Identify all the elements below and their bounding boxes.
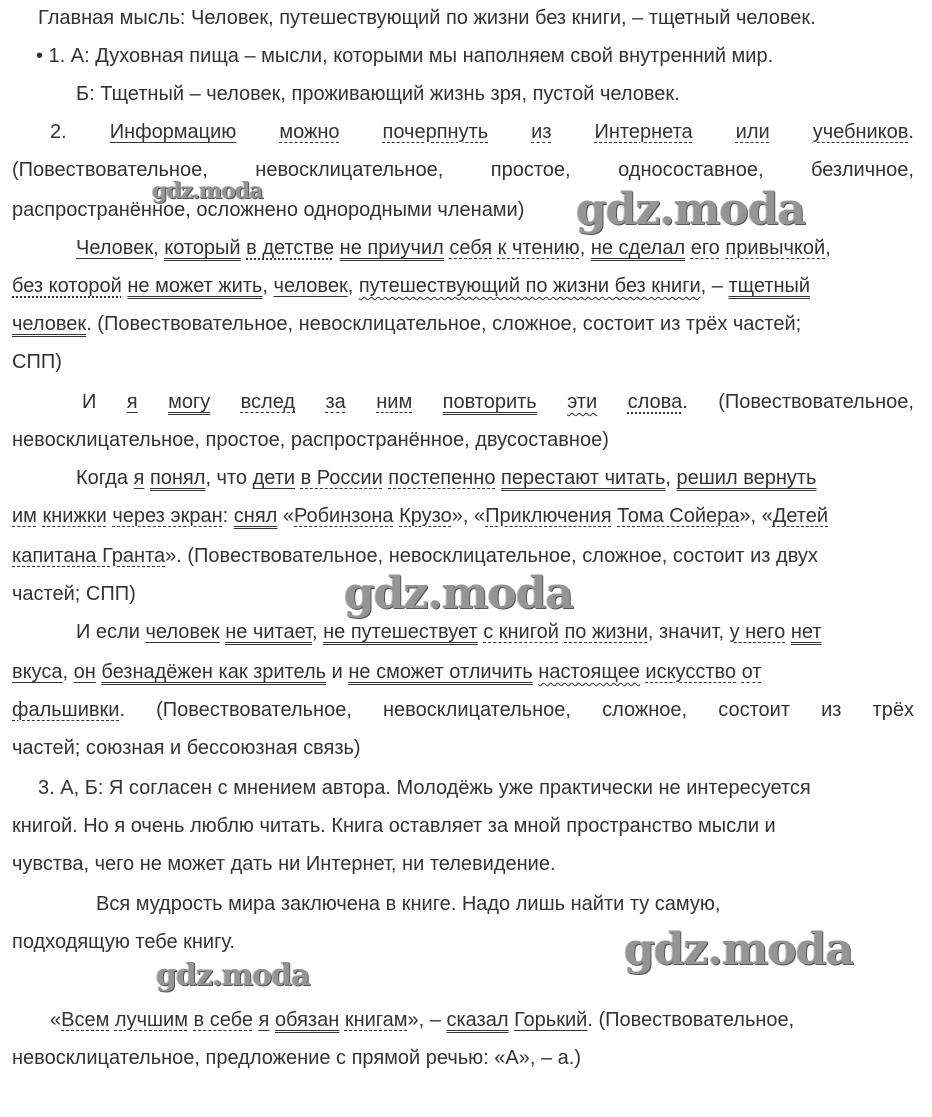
- s5-word: с книгой: [483, 621, 559, 643]
- s5-word: от: [741, 661, 762, 683]
- s4-word: решил вернуть: [676, 467, 817, 489]
- s5-text: и: [326, 661, 349, 683]
- s4-word: я: [133, 467, 145, 489]
- s5-word: нет: [790, 621, 822, 643]
- s2-word: человек: [12, 313, 87, 335]
- s5-word: он: [73, 661, 96, 683]
- s5-line1: [76, 620, 914, 644]
- s3-word: И: [82, 391, 97, 413]
- s3-line1: [82, 390, 914, 414]
- item1-a: • 1. А: Духовная пища – мысли, которыми мы наполняем свой внутренний мир.: [36, 45, 774, 67]
- s4-word: постепенно: [388, 467, 496, 489]
- s4-word: им: [12, 505, 37, 527]
- s2-word: без которой: [12, 275, 122, 297]
- s6-text: . (Повествовательное,: [587, 1009, 795, 1031]
- s5-word-group: [12, 698, 125, 722]
- s2-word: себя: [449, 237, 493, 259]
- s2-punct: ,: [579, 237, 591, 259]
- s3-period: .: [682, 391, 688, 413]
- s1-number: 2.: [50, 121, 67, 143]
- s5-word: вкуса: [12, 661, 63, 683]
- s1-line2: [12, 158, 914, 182]
- s3-word: я: [126, 391, 138, 413]
- s6-line2: невосклицательное, предложение с прямой речью: «А», – а.): [12, 1047, 582, 1069]
- s4-punct: ,: [665, 467, 677, 489]
- item3-line1: 3. А, Б: Я согласен с мнением автора. Молодёжь уже практически не интересуется: [38, 777, 811, 799]
- item3-line4: Вся мудрость мира заключена в книге. Надо лишь найти ту самую,: [96, 893, 721, 915]
- s1-period: .: [908, 121, 914, 143]
- s4-punct: «: [277, 505, 295, 527]
- s5-char: сложное,: [602, 699, 688, 721]
- watermark-logo: gdz.moda: [624, 924, 854, 975]
- s4-word: через экран: [112, 505, 223, 527]
- s5-punct: ,: [311, 621, 324, 643]
- s6-line1: [50, 1008, 914, 1032]
- s1-word: из: [531, 121, 552, 143]
- s2-punct: , –: [700, 275, 729, 297]
- s5-char: из: [821, 699, 842, 721]
- s3-word: (Повествовательное,: [718, 391, 914, 413]
- s6-punct: «: [50, 1009, 62, 1031]
- s5-text: , значит,: [647, 621, 730, 643]
- item3-line5: подходящую тебе книгу.: [12, 931, 235, 953]
- s5-text: И если: [76, 621, 146, 643]
- s4-word: Детей: [772, 505, 829, 527]
- s3-word: слова: [627, 391, 683, 413]
- s5-line3: [12, 698, 914, 722]
- s2-word: тщетный: [728, 275, 811, 297]
- s2-word: Человек: [76, 237, 154, 259]
- s1-char: невосклицательное,: [255, 159, 444, 181]
- s2-word: путешествующий по жизни без книги: [358, 275, 701, 297]
- s1-char: односоставное,: [618, 159, 764, 181]
- s4-line1: [76, 466, 914, 490]
- s2-punct: ,: [262, 275, 274, 297]
- s1-word-group: [813, 120, 914, 144]
- s4-word: дети: [252, 467, 296, 489]
- s4-line4: частей; СПП): [12, 583, 136, 605]
- item1-b: Б: Тщетный – человек, проживающий жизнь зря, пустой человек.: [76, 83, 680, 105]
- s2-punct: ,: [347, 275, 359, 297]
- s5-word: у него: [729, 621, 786, 643]
- s3-word: повторить: [442, 391, 537, 413]
- s1-char: (Повествовательное,: [12, 159, 208, 181]
- s4-word: книжки: [42, 505, 107, 527]
- s2-word: не сделал: [590, 237, 686, 259]
- s1-word: можно: [279, 121, 340, 143]
- s6-word: книгам: [344, 1009, 408, 1031]
- s5-word: человек: [145, 621, 220, 643]
- s2-line2: [12, 274, 914, 298]
- s2-word: его: [690, 237, 720, 259]
- s3-word: за: [325, 391, 346, 413]
- s4-text: , что: [205, 467, 253, 489]
- s4-word: Приключения: [485, 505, 612, 527]
- s2-line4: СПП): [12, 351, 62, 373]
- s4-line3: [12, 544, 914, 568]
- s1-word: или: [735, 121, 770, 143]
- watermark-logo: gdz.moda: [156, 958, 310, 993]
- s5-word: не путешествует: [323, 621, 478, 643]
- s5-char: невосклицательное,: [383, 699, 571, 721]
- s2-line3: [12, 312, 914, 336]
- s6-word: в себе: [193, 1009, 253, 1031]
- s6-word: лучшим: [114, 1009, 188, 1031]
- s6-punct: », –: [407, 1009, 447, 1031]
- s3-word: вслед: [240, 391, 296, 413]
- item3-line3: чувства, чего не может дать ни Интернет, ни телевидение.: [12, 853, 556, 875]
- s4-line2: [12, 504, 914, 528]
- s2-word: к чтению: [497, 237, 580, 259]
- s5-word: фальшивки: [12, 699, 120, 721]
- watermark-logo: gdz.moda: [344, 568, 574, 619]
- s2-word: не приучил: [339, 237, 444, 259]
- s5-punct: ,: [62, 661, 74, 683]
- s3-word: ним: [376, 391, 413, 413]
- s4-punct: », «: [451, 505, 486, 527]
- s1-line3: распространённое, осложнено однородными членами): [12, 199, 525, 221]
- s2-segment: [76, 236, 831, 260]
- s1-char: безличное,: [811, 159, 914, 181]
- s4-word: в России: [300, 467, 383, 489]
- s5-char: (Повествовательное,: [156, 699, 352, 721]
- s2-punct: ,: [153, 237, 165, 259]
- s4-word: перестают читать: [501, 467, 666, 489]
- watermark-logo: gdz.moda: [576, 184, 806, 235]
- s1-word: Интернета: [594, 121, 693, 143]
- s6-word: обязан: [274, 1009, 340, 1031]
- s1-word: Информацию: [109, 121, 237, 143]
- s3-word-group: [628, 390, 688, 414]
- s5-line4: частей; союзная и бессоюзная связь): [12, 737, 361, 759]
- s6-word: Всем: [61, 1009, 110, 1031]
- s2-text: . (Повествовательное, невосклицательное, сложное, состоит из трёх частей;: [86, 313, 802, 335]
- s5-char: состоит: [718, 699, 790, 721]
- s4-punct: », «: [739, 505, 773, 527]
- s4-word: Крузо: [399, 505, 452, 527]
- s4-text: ». (Повествовательное, невосклицательное, сложное, состоит из двух: [165, 545, 818, 567]
- s2-word: который: [164, 237, 241, 259]
- s5-word: не читает: [225, 621, 312, 643]
- s5-line2: [12, 660, 914, 684]
- s6-word: сказал: [446, 1009, 509, 1031]
- s1-char: простое,: [490, 159, 571, 181]
- s4-word: снял: [233, 505, 278, 527]
- s2-word: в детстве: [246, 237, 335, 259]
- watermark-logo: gdz.moda: [152, 178, 263, 204]
- s5-char: трёх: [872, 699, 914, 721]
- s3-word: эти: [567, 391, 598, 413]
- s4-punct: :: [222, 505, 234, 527]
- s5-word: безнадёжен как зритель: [101, 661, 327, 683]
- s2-word: не может жить: [127, 275, 263, 297]
- s3-line2: невосклицательное, простое, распространённое, двусоставное): [12, 429, 609, 451]
- s1-line1: [50, 120, 914, 144]
- s6-word: я: [258, 1009, 270, 1031]
- item3-line2: книгой. Но я очень люблю читать. Книга оставляет за мной пространство мысли и: [12, 815, 776, 837]
- s1-word: учебников: [812, 121, 909, 143]
- s5-period: .: [119, 699, 125, 721]
- s2-punct: ,: [825, 237, 831, 259]
- s2-word: человек: [273, 275, 348, 297]
- s5-word: искусство: [645, 661, 737, 683]
- s3-word: могу: [168, 391, 211, 413]
- s5-word: по жизни: [564, 621, 648, 643]
- s6-word: Горький: [514, 1009, 588, 1031]
- s4-word: капитана Гранта: [12, 545, 166, 567]
- s2-line1: [76, 236, 914, 260]
- s4-word: Робинзона: [294, 505, 394, 527]
- main-idea: Главная мысль: Человек, путешествующий по жизни без книги, – тщетный человек.: [38, 7, 816, 29]
- s1-word: почерпнуть: [382, 121, 489, 143]
- s4-word: Тома Сойера: [617, 505, 740, 527]
- s5-word: настоящее: [538, 661, 640, 683]
- s2-word: привычкой: [725, 237, 826, 259]
- s4-word: понял: [149, 467, 206, 489]
- s4-text: Когда: [76, 467, 134, 489]
- s5-word: не сможет отличить: [348, 661, 533, 683]
